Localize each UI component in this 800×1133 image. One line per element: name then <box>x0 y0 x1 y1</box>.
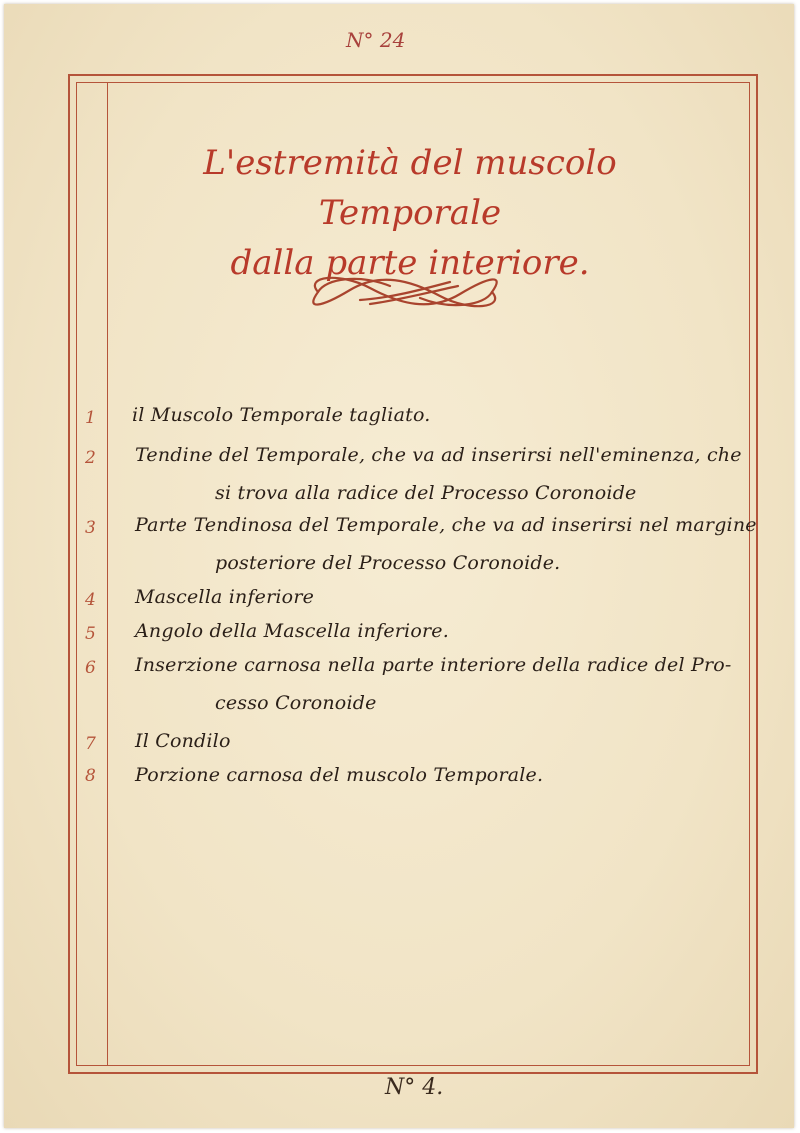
page-number-top: N° 24 <box>346 28 406 52</box>
item-4-number: 4 <box>85 590 96 610</box>
item-1-number: 1 <box>85 408 96 428</box>
item-7-text: Il Condilo <box>135 730 231 752</box>
item-2-text-1: Tendine del Temporale, che va ad inserirsi nell'eminenza, che <box>135 444 742 466</box>
item-7-number: 7 <box>85 734 96 754</box>
item-8-text: Porzione carnosa del muscolo Temporale. <box>135 764 544 786</box>
page-number-bottom: N° 4. <box>385 1075 444 1100</box>
item-8-number: 8 <box>85 766 96 786</box>
item-3-text-1: Parte Tendinosa del Temporale, che va ad inserirsi nel margine <box>135 514 757 536</box>
item-6-text-2: cesso Coronoide <box>215 692 377 714</box>
item-5-number: 5 <box>85 624 96 644</box>
item-4-text: Mascella inferiore <box>135 586 315 608</box>
title-line-2: dalla parte interiore. <box>230 243 590 283</box>
item-1-text: il Muscolo Temporale tagliato. <box>132 404 431 426</box>
item-6-number: 6 <box>85 658 96 678</box>
title-line-1: L'estremità del muscolo Temporale <box>203 143 617 233</box>
item-6-text-1: Inserzione carnosa nella parte interiore della radice del Pro- <box>135 654 732 676</box>
item-2-text-2: si trova alla radice del Processo Coronoide <box>215 482 637 504</box>
item-3-text-2: posteriore del Processo Coronoide. <box>215 552 561 574</box>
item-2-number: 2 <box>85 448 96 468</box>
item-3-number: 3 <box>85 518 96 538</box>
item-5-text: Angolo della Mascella inferiore. <box>135 620 449 642</box>
